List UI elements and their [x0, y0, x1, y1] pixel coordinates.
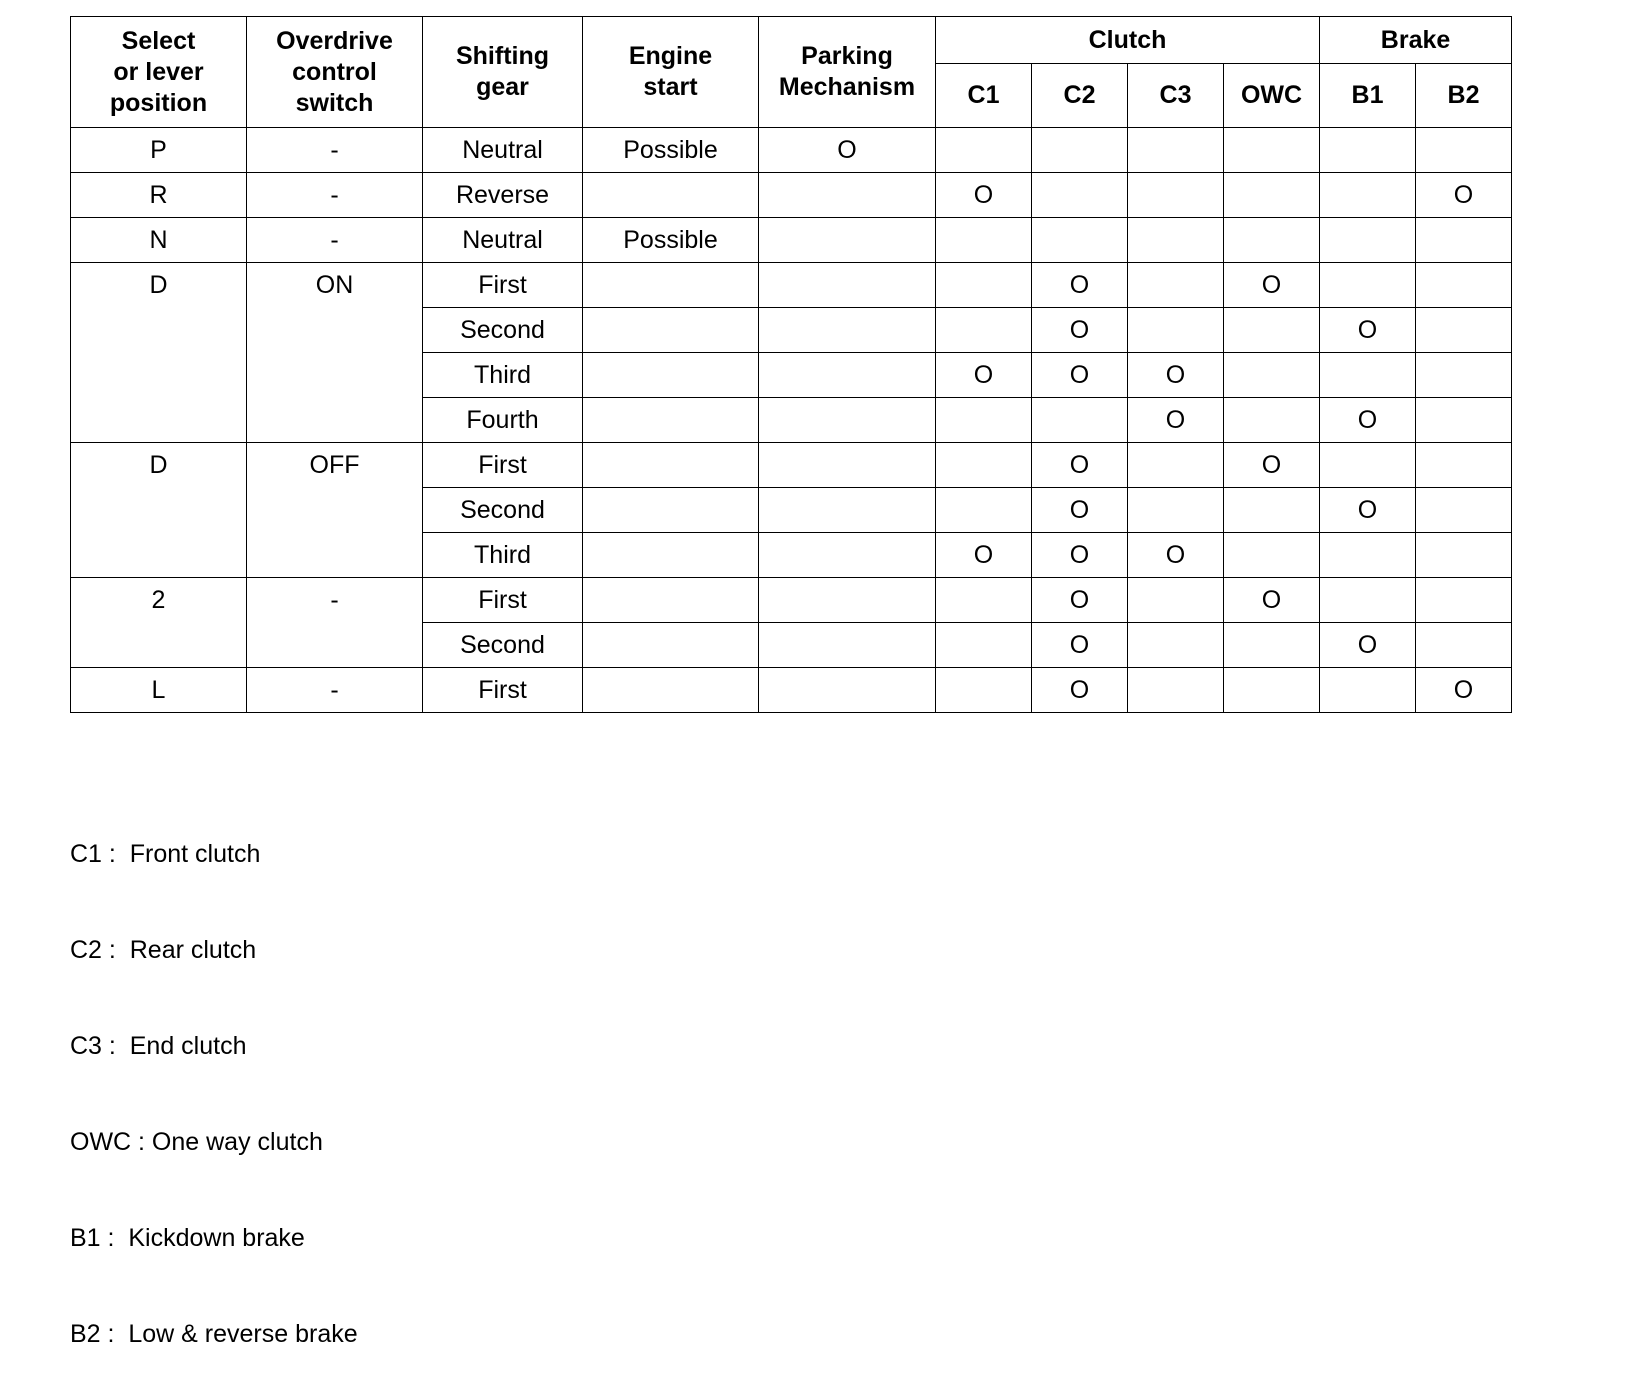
cell-c2: O — [1032, 443, 1128, 488]
cell-c3: O — [1128, 353, 1224, 398]
cell-b1 — [1320, 128, 1416, 173]
table-row — [71, 578, 1512, 623]
cell-c1: O — [936, 173, 1032, 218]
cell-c1: O — [936, 353, 1032, 398]
cell-c3 — [1128, 308, 1224, 353]
cell-b1 — [1320, 668, 1416, 713]
cell-overdrive: - — [247, 173, 423, 218]
cell-owc: O — [1224, 263, 1320, 308]
cell-b1: O — [1320, 623, 1416, 668]
cell-owc — [1224, 668, 1320, 713]
cell-b1 — [1320, 443, 1416, 488]
cell-engine-start — [583, 443, 759, 488]
cell-c3 — [1128, 263, 1224, 308]
cell-engine-start: Possible — [583, 218, 759, 263]
cell-owc: O — [1224, 578, 1320, 623]
cell-c1 — [936, 578, 1032, 623]
cell-parking — [759, 443, 936, 488]
cell-b2 — [1416, 218, 1512, 263]
cell-parking — [759, 398, 936, 443]
cell-b2: O — [1416, 668, 1512, 713]
cell-parking — [759, 533, 936, 578]
cell-engine-start — [583, 353, 759, 398]
cell-c3 — [1128, 488, 1224, 533]
cell-c3 — [1128, 623, 1224, 668]
header-b2: B2 — [1416, 64, 1512, 128]
cell-parking — [759, 668, 936, 713]
cell-position: N — [71, 218, 247, 263]
abbreviation-legend — [70, 774, 358, 1382]
cell-parking — [759, 173, 936, 218]
legend-item-c2: C2 : Rear clutch — [70, 936, 257, 964]
header-shifting-gear: Shifting gear — [423, 17, 583, 128]
cell-parking — [759, 623, 936, 668]
cell-c1 — [936, 263, 1032, 308]
legend-item-b1: B1 : Kickdown brake — [70, 1224, 305, 1252]
table-row — [71, 128, 1512, 173]
table-row — [71, 668, 1512, 713]
header-parking-mechanism: Parking Mechanism — [759, 17, 936, 128]
header-clutch-group: Clutch — [936, 17, 1320, 64]
cell-position: L — [71, 668, 247, 713]
cell-b2 — [1416, 353, 1512, 398]
cell-owc — [1224, 308, 1320, 353]
cell-overdrive: - — [247, 218, 423, 263]
cell-parking — [759, 263, 936, 308]
legend-item-c1: C1 : Front clutch — [70, 840, 261, 868]
cell-c2 — [1032, 173, 1128, 218]
cell-gear: First — [423, 578, 583, 623]
cell-owc — [1224, 173, 1320, 218]
cell-gear: First — [423, 263, 583, 308]
cell-b1 — [1320, 173, 1416, 218]
cell-b1: O — [1320, 488, 1416, 533]
header-select-lever-position: Select or lever position — [71, 17, 247, 128]
cell-c2 — [1032, 398, 1128, 443]
cell-c3 — [1128, 218, 1224, 263]
cell-c2: O — [1032, 263, 1128, 308]
cell-b1: O — [1320, 398, 1416, 443]
cell-b1 — [1320, 263, 1416, 308]
cell-gear: Second — [423, 623, 583, 668]
cell-c2: O — [1032, 578, 1128, 623]
cell-b1 — [1320, 533, 1416, 578]
cell-c1 — [936, 128, 1032, 173]
cell-c1 — [936, 623, 1032, 668]
cell-position: R — [71, 173, 247, 218]
cell-b1: O — [1320, 308, 1416, 353]
cell-b1 — [1320, 578, 1416, 623]
cell-position: D — [71, 263, 247, 443]
cell-parking — [759, 488, 936, 533]
cell-c2 — [1032, 128, 1128, 173]
cell-b2 — [1416, 488, 1512, 533]
cell-engine-start — [583, 263, 759, 308]
header-engine-start: Engine start — [583, 17, 759, 128]
cell-gear: First — [423, 443, 583, 488]
table-row — [71, 263, 1512, 308]
table-row — [71, 173, 1512, 218]
cell-c1 — [936, 398, 1032, 443]
cell-c1 — [936, 308, 1032, 353]
cell-b2 — [1416, 128, 1512, 173]
cell-c2: O — [1032, 308, 1128, 353]
cell-gear: Reverse — [423, 173, 583, 218]
cell-b2 — [1416, 443, 1512, 488]
cell-engine-start — [583, 623, 759, 668]
cell-b2 — [1416, 623, 1512, 668]
cell-c2: O — [1032, 533, 1128, 578]
cell-overdrive: - — [247, 128, 423, 173]
table-row — [71, 218, 1512, 263]
cell-parking — [759, 578, 936, 623]
cell-parking: O — [759, 128, 936, 173]
shift-element-table — [70, 16, 1512, 713]
table-row — [71, 443, 1512, 488]
cell-gear: Third — [423, 533, 583, 578]
cell-b2: O — [1416, 173, 1512, 218]
header-owc: OWC — [1224, 64, 1320, 128]
cell-overdrive: - — [247, 668, 423, 713]
cell-engine-start: Possible — [583, 128, 759, 173]
cell-engine-start — [583, 398, 759, 443]
cell-parking — [759, 308, 936, 353]
cell-engine-start — [583, 533, 759, 578]
header-overdrive-control-switch: Overdrive control switch — [247, 17, 423, 128]
cell-c2: O — [1032, 488, 1128, 533]
cell-c3 — [1128, 128, 1224, 173]
cell-b1 — [1320, 218, 1416, 263]
cell-position: D — [71, 443, 247, 578]
cell-overdrive: ON — [247, 263, 423, 443]
legend-item-c3: C3 : End clutch — [70, 1032, 247, 1060]
legend-item-owc: OWC : One way clutch — [70, 1128, 323, 1156]
cell-owc — [1224, 398, 1320, 443]
cell-b2 — [1416, 533, 1512, 578]
cell-c3: O — [1128, 398, 1224, 443]
cell-overdrive: - — [247, 578, 423, 668]
cell-b2 — [1416, 578, 1512, 623]
cell-engine-start — [583, 668, 759, 713]
cell-b2 — [1416, 263, 1512, 308]
cell-gear: First — [423, 668, 583, 713]
cell-c2: O — [1032, 623, 1128, 668]
cell-c3 — [1128, 668, 1224, 713]
cell-c3 — [1128, 443, 1224, 488]
cell-c3 — [1128, 173, 1224, 218]
cell-gear: Second — [423, 488, 583, 533]
cell-owc — [1224, 353, 1320, 398]
cell-gear: Neutral — [423, 128, 583, 173]
cell-position: P — [71, 128, 247, 173]
cell-position: 2 — [71, 578, 247, 668]
header-c3: C3 — [1128, 64, 1224, 128]
cell-engine-start — [583, 578, 759, 623]
cell-b1 — [1320, 353, 1416, 398]
cell-c3 — [1128, 578, 1224, 623]
legend-item-b2: B2 : Low & reverse brake — [70, 1320, 358, 1348]
cell-engine-start — [583, 308, 759, 353]
cell-gear: Neutral — [423, 218, 583, 263]
cell-b2 — [1416, 308, 1512, 353]
cell-c1 — [936, 218, 1032, 263]
cell-gear: Second — [423, 308, 583, 353]
cell-c2: O — [1032, 668, 1128, 713]
cell-gear: Third — [423, 353, 583, 398]
cell-c2: O — [1032, 353, 1128, 398]
header-b1: B1 — [1320, 64, 1416, 128]
cell-c1: O — [936, 533, 1032, 578]
cell-engine-start — [583, 488, 759, 533]
cell-c1 — [936, 668, 1032, 713]
cell-owc — [1224, 623, 1320, 668]
cell-c3: O — [1128, 533, 1224, 578]
header-brake-group: Brake — [1320, 17, 1512, 64]
cell-parking — [759, 218, 936, 263]
cell-engine-start — [583, 173, 759, 218]
cell-overdrive: OFF — [247, 443, 423, 578]
cell-owc — [1224, 128, 1320, 173]
cell-owc — [1224, 488, 1320, 533]
cell-c1 — [936, 443, 1032, 488]
cell-b2 — [1416, 398, 1512, 443]
header-c1: C1 — [936, 64, 1032, 128]
cell-parking — [759, 353, 936, 398]
cell-owc — [1224, 533, 1320, 578]
header-c2: C2 — [1032, 64, 1128, 128]
cell-owc: O — [1224, 443, 1320, 488]
cell-c1 — [936, 488, 1032, 533]
cell-gear: Fourth — [423, 398, 583, 443]
cell-c2 — [1032, 218, 1128, 263]
cell-owc — [1224, 218, 1320, 263]
